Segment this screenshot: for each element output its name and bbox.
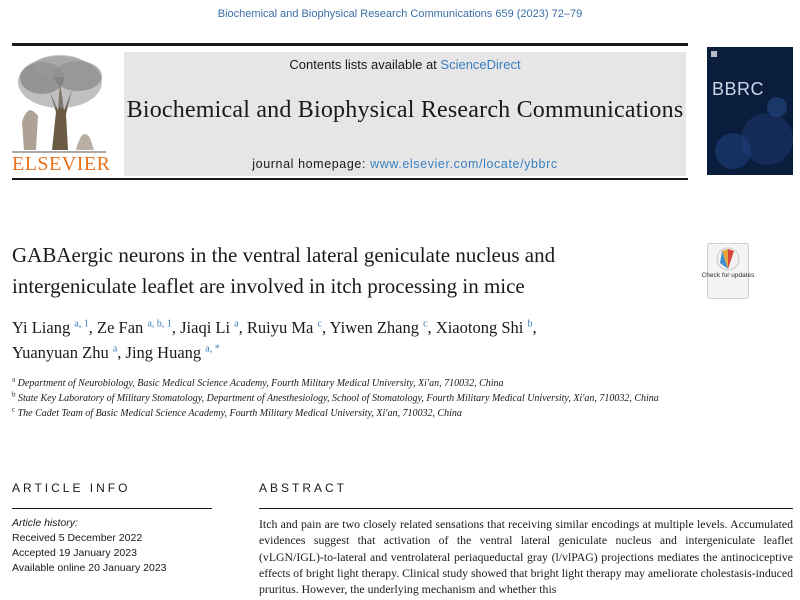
journal-cover-image[interactable] [707,47,793,175]
cover-title: BBRC [712,79,765,99]
author[interactable]: Jiaqi Li $^a$, [180,318,247,337]
author[interactable]: Ruiyu Ma $^c$, [246,318,330,337]
contents-prefix: Contents lists available at [289,57,441,72]
abstract-text: Itch and pain are two closely related sensations that receiving similar encodings at multiple levels. Accumulated evidences suggest that activation of the ventral lateral geniculate nucleus and intergeniculate leaflet (vLGN/IGL)-to-lateral and ventrolateral periaqueductal gray (l/vlPAG) projections mediates the antinociceptive effects of bright light therapy. Clinical study showed that bright light therapy may ameliorate cholestasis-induced pruritus. However, the underlying mechanism and whether this [259,517,793,597]
check-for-updates-label[interactable]: Check for updates [701,272,755,279]
accepted-date: Accepted 19 January 2023 [12,547,137,559]
author[interactable]: Yi Liang $^{a, 1}$, [12,318,98,337]
homepage-line [124,157,686,171]
check-for-updates-icon[interactable] [707,243,749,299]
author[interactable]: Ze Fan $^{a, b, 1}$, [97,318,181,337]
title-line-1: GABAergic neurons in the ventral lateral geniculate nucleus and [12,243,556,267]
journal-citation[interactable]: Biochemical and Biophysical Research Communications 659 (2023) 72–79 [217,8,583,20]
affiliation: $^a$ Department of Neurobiology, Basic Medical Science Academy, Fourth Military Medical University, Xi'an, 710032, China [12,375,504,389]
history-label: Article history: [12,517,78,529]
contents-line [124,57,686,72]
article-history [12,516,212,576]
abstract-rule [259,508,793,509]
homepage-link[interactable]: www.elsevier.com/locate/ybbrc [370,157,558,171]
author[interactable]: Jing Huang $^{a, *}$ [125,343,220,362]
abstract-heading: ABSTRACT [259,481,348,495]
affiliations [12,376,712,421]
article-info-rule [12,508,212,509]
article-info-heading: ARTICLE INFO [12,481,131,495]
header-rule-top [12,43,688,46]
author[interactable]: Yuanyuan Zhu $^a$, [12,343,126,362]
cover-art [707,47,793,175]
journal-name: Biochemical and Biophysical Research Communications [126,97,684,123]
author-list [12,315,782,365]
online-date: Available online 20 January 2023 [12,562,167,574]
received-date: Received 5 December 2022 [12,532,143,544]
affiliation: $^c$ The Cadet Team of Basic Medical Science Academy, Fourth Military Medical University, Xi'an, 710032, China [12,405,462,419]
author[interactable]: Xiaotong Shi $^b$, [435,318,537,337]
elsevier-wordmark[interactable]: ELSEVIER [12,153,111,175]
affiliation: $^b$ State Key Laboratory of Military Stomatology, Department of Anesthesiology, School of Stomatology, Fourth Military Medical University, Xi'an, 710032, China [12,390,659,404]
author[interactable]: Yiwen Zhang $^c$, [329,318,436,337]
article-title [12,240,692,302]
homepage-prefix: journal homepage: [252,157,371,171]
sciencedirect-link[interactable]: ScienceDirect [440,57,521,72]
title-line-2: intergeniculate leaflet are involved in itch processing in mice [12,274,525,298]
header-rule-bottom [12,178,688,180]
